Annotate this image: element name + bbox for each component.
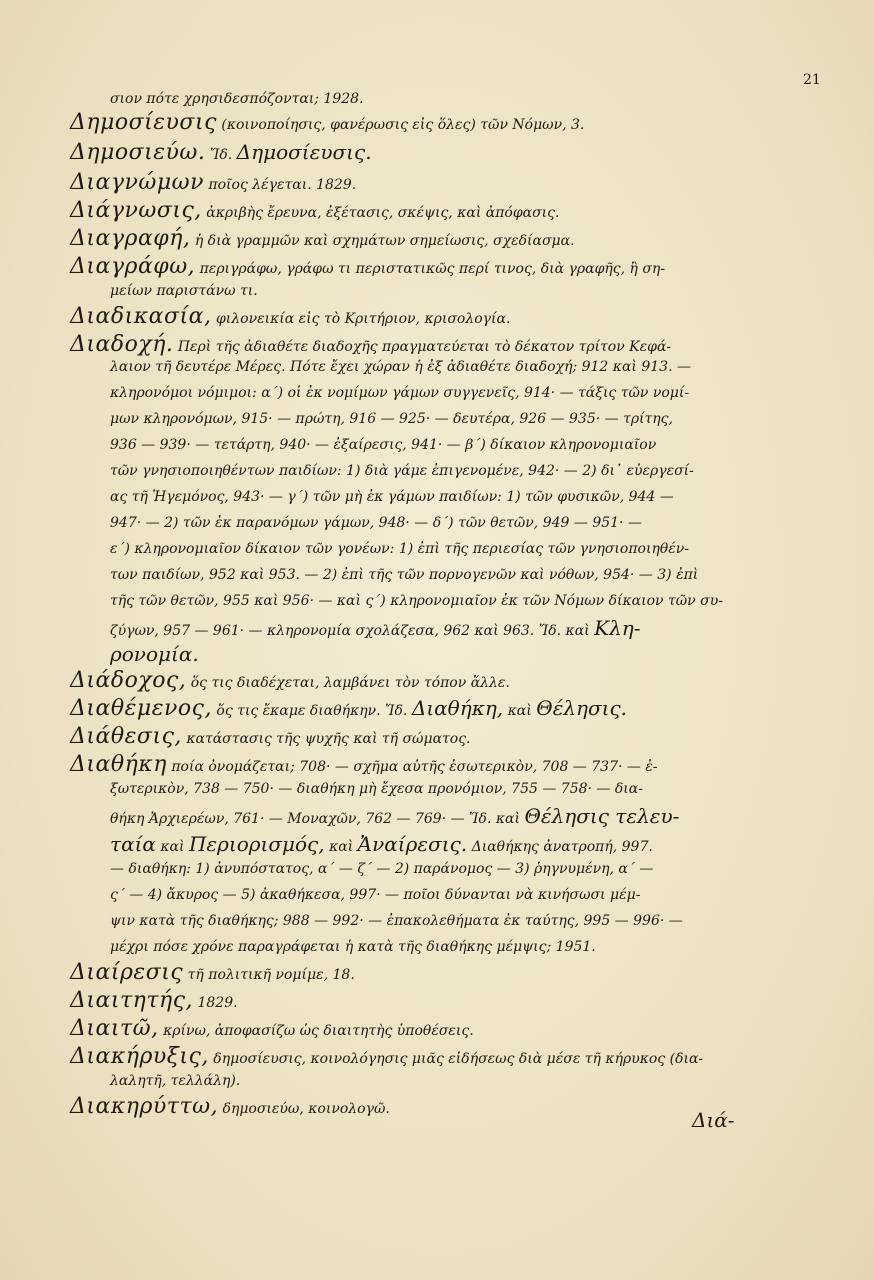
entry-diakiryxis: [70, 1046, 703, 1068]
headword: Δημοσιεύω.: [70, 140, 206, 165]
gloss: ποία ὀνομάζεται; 708· — σχῆμα αὐτῆς ἐσωτερικὸν, 708 — 737· — ἐ-: [171, 759, 658, 775]
headword: Διαδοχή.: [70, 332, 174, 357]
entry-line: τῶν γνησιοποιηθέντων παιδίων: 1) διὰ γάμε ἐπιγενομένε, 942· — 2) δι᾽ εὐεργεσί-: [110, 463, 694, 479]
gloss: Ἴδ.: [209, 147, 233, 163]
entry-line: ζύγων, 957 — 961· — κληρονομία σχολάζεσα, 962 καὶ 963. Ἴδ. καὶ Κλη-: [110, 616, 641, 640]
cross-reference: Ἀναίρεσις.: [357, 832, 468, 856]
cross-reference: Θέλησις.: [536, 696, 628, 720]
entry-line: μων κληρονόμων, 915· — πρώτη, 916 — 925· — δευτέρα, 926 — 935· — τρίτης,: [110, 411, 673, 427]
entry-line: λαλητῆ, τελλάλη).: [110, 1073, 241, 1089]
gloss: περιγράφω, γράφω τι περιστατικῶς περί τινος, διὰ γραφῆς, ἢ ση-: [199, 261, 666, 277]
entry-line: των παιδίων, 952 καὶ 953. — 2) ἐπὶ τῆς τῶν πορνογενῶν καὶ νόθων, 954· — 3) ἐπὶ: [110, 567, 699, 583]
headword: Διάθεσις,: [70, 724, 182, 749]
entry-line: ς΄ — 4) ἄκυρος — 5) ἀκαθήκεσα, 997· — ποῖοι δύνανται νὰ κινήσωσι μέμ-: [110, 887, 641, 903]
entry-dimosieusis: [70, 112, 584, 134]
gloss: δημοσίευσις, κοινολόγησις μιᾶς εἰδήσεως διὰ μέσε τῆ κήρυκος (δια-: [213, 1051, 704, 1067]
gloss: φιλονεικία εἰς τὸ Κριτήριον, κρισολογία.: [215, 311, 511, 327]
entry-diadochi: [70, 334, 671, 356]
gloss: Περὶ τῆς ἀδιαθέτε διαδοχῆς πραγματεύεται τὸ δέκατον τρίτον Κεφά-: [177, 339, 672, 355]
gloss: (κοινοποίησις, φανέρωσις εἰς ὅλες) τῶν Νόμων, 3.: [221, 117, 585, 133]
gloss: τῆ πολιτικῆ νομίμε, 18.: [187, 967, 355, 983]
gloss: ἡ διὰ γραμμῶν καὶ σχημάτων σημείωσις, σχεδίασμα.: [194, 233, 575, 249]
entry-diagrapho: [70, 256, 665, 278]
entry-diakiryttο: [70, 1096, 390, 1118]
entry-line: μείων παριστάνω τι.: [110, 283, 258, 299]
entry-line: θήκη Ἀρχιερέων, 761· — Μοναχῶν, 762 — 769· — Ἴδ. καὶ Θέλησις τελευ-: [110, 804, 680, 828]
entry-line: κληρονόμοι νόμιμοι: α΄) οἱ ἐκ νομίμων γάμων συγγενεῖς, 914· — τάξις τῶν νομί-: [110, 385, 690, 401]
gloss: καὶ: [507, 703, 532, 719]
gloss: 1829.: [197, 995, 238, 1011]
cross-reference: Διαθήκη,: [411, 696, 504, 720]
entry-line: 947· — 2) τῶν ἐκ παρανόμων γάμων, 948· — δ΄) τῶν θετῶν, 949 — 951· —: [110, 515, 642, 531]
cross-reference: ρονομία.: [110, 642, 199, 666]
headword: Διακήρυξις,: [70, 1044, 209, 1069]
entry-diaititis: [70, 990, 238, 1012]
entry-diagnomon: [70, 172, 356, 194]
cross-reference: ταία: [110, 832, 156, 856]
gloss: ἀκριβὴς ἔρευνα, ἐξέτασις, σκέψις, καὶ ἀπόφασις.: [206, 205, 560, 221]
headword: Διαδικασία,: [70, 304, 212, 329]
headword: Διαθέμενος,: [70, 696, 212, 721]
entry-line: σιον πότε χρησιδεσπόζονται; 1928.: [110, 91, 364, 107]
headword: Διάδοχος,: [70, 668, 187, 693]
entry-line: ξωτερικὸν, 738 — 750· — διαθήκη μὴ ἔχεσα προνόμιον, 755 — 758· — δια-: [110, 781, 643, 797]
headword: Διαθήκη: [70, 752, 167, 777]
page-number: 21: [803, 72, 821, 88]
entry-diadikasia: [70, 306, 510, 328]
catchword: Διά-: [692, 1108, 735, 1132]
cross-reference: Θέλησις τελευ-: [524, 804, 680, 828]
entry-line: ε΄) κληρονομιαῖον δίκαιον τῶν γονέων: 1) ἐπὶ τῆς περιεσίας τῶν γνησιοποιηθέν-: [110, 541, 690, 557]
entry-line: ταία καὶ Περιορισμός, καὶ Ἀναίρεσις. Διαθήκης ἀνατροπή, 997.: [110, 832, 653, 856]
entry-dimosieuo: [70, 142, 372, 164]
entry-diathesis: [70, 726, 471, 748]
headword: Διαιτητής,: [70, 988, 194, 1013]
gloss: κατάστασις τῆς ψυχῆς καὶ τῆ σώματος.: [186, 731, 471, 747]
cross-reference: Περιορισμός,: [188, 832, 325, 856]
entry-line: μέχρι πόσε χρόνε παραγράφεται ἡ κατὰ τῆς διαθήκης μέμψις; 1951.: [110, 939, 596, 955]
entry-line: λαιον τῆ δευτέρε Μέρες. Πότε ἔχει χώραν ἡ ἐξ ἀδιαθέτε διαδοχή; 912 καὶ 913. —: [110, 359, 691, 375]
cross-reference: Δημοσίευσις.: [236, 140, 372, 164]
headword: Διακηρύττω,: [70, 1094, 219, 1119]
entry-diagnosis: [70, 200, 559, 222]
headword: Διαιτῶ,: [70, 1016, 159, 1041]
headword: Διαγράφω,: [70, 254, 196, 279]
headword: Δημοσίευσις: [70, 110, 217, 135]
cross-reference: Κλη-: [594, 616, 641, 640]
gloss: ὅς τις διαδέχεται, λαμβάνει τὸν τόπον ἄλλε.: [190, 675, 510, 691]
entry-line: [110, 644, 199, 664]
entry-line: 936 — 939· — τετάρτη, 940· — ἐξαίρεσις, 941· — β΄) δίκαιον κληρονομιαῖον: [110, 437, 657, 453]
entry-diairesis: [70, 962, 355, 984]
entry-diadochos: [70, 670, 510, 692]
entry-diathemenos: [70, 698, 627, 720]
entry-line: ας τῆ Ἡγεμόνος, 943· — γ΄) τῶν μὴ ἐκ γάμων παιδίων: 1) τῶν φυσικῶν, 944 —: [110, 489, 674, 505]
headword: Διαγραφή,: [70, 226, 191, 251]
entry-line: ψιν κατὰ τῆς διαθήκης; 988 — 992· — ἐπακολεθήματα ἐκ ταύτης, 995 — 996· —: [110, 913, 683, 929]
gloss: κρίνω, ἀποφασίζω ὡς διαιτητὴς ὑποθέσεις.: [163, 1023, 474, 1039]
gloss: δημοσιεύω, κοινολογῶ.: [222, 1101, 390, 1117]
gloss: ποῖος λέγεται. 1829.: [208, 177, 357, 193]
gloss: ὅς τις ἔκαμε διαθήκην. Ἴδ.: [216, 703, 408, 719]
headword: Διαίρεσις: [70, 960, 184, 985]
entry-line: τῆς τῶν θετῶν, 955 καὶ 956· — καὶ ς΄) κληρονομιαῖον ἐκ τῶν Νόμων δίκαιον τῶν συ-: [110, 593, 723, 609]
entry-diagraphi: [70, 228, 575, 250]
headword: Διάγνωσις,: [70, 198, 202, 223]
entry-diaito: [70, 1018, 474, 1040]
headword: Διαγνώμων: [70, 170, 204, 195]
entry-line: — διαθήκη: 1) ἀνυπόστατος, α΄ — ζ΄ — 2) παράνομος — 3) ῥηγνυμένη, α΄ —: [110, 861, 654, 877]
entry-diathiki: [70, 754, 658, 776]
